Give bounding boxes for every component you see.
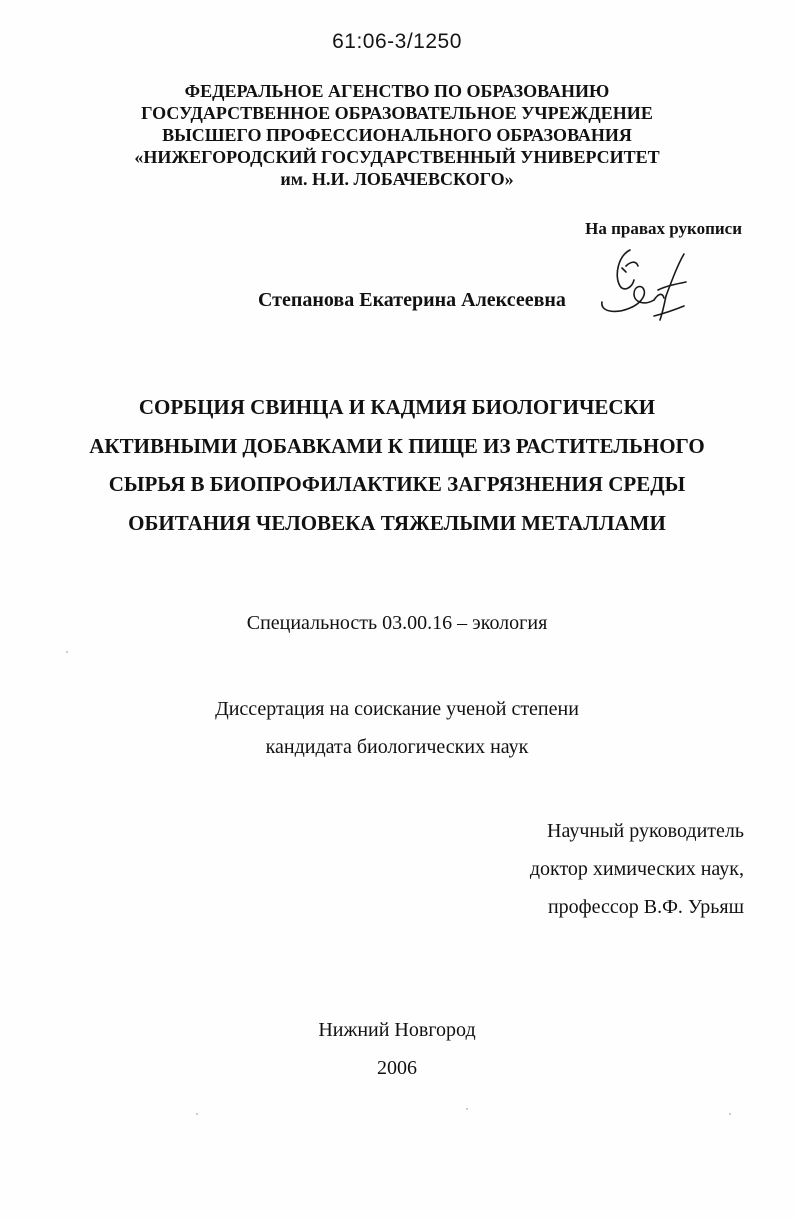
year: 2006 (377, 1057, 417, 1079)
scan-speck (729, 1113, 731, 1115)
scan-speck (66, 651, 68, 653)
title-line: СОРБЦИЯ СВИНЦА И КАДМИЯ БИОЛОГИЧЕСКИ (138, 395, 656, 419)
place-and-year (0, 1011, 794, 1087)
author-name: Степанова Екатерина Алексеевна (258, 289, 566, 311)
supervisor-line: доктор химических наук, (529, 858, 744, 880)
supervisor-line: Научный руководитель (547, 820, 744, 842)
organization-header (0, 80, 794, 190)
organization-line: «НИЖЕГОРОДСКИЙ ГОСУДАРСТВЕННЫЙ УНИВЕРСИТЕТ (134, 147, 660, 167)
handwritten-signature (596, 236, 706, 326)
scan-speck (466, 1108, 468, 1110)
supervisor-line: профессор В.Ф. Урьяш (547, 896, 744, 918)
dissertation-title (0, 388, 794, 542)
catalog-number: 61:06-3/1250 (332, 30, 462, 53)
organization-line: ГОСУДАРСТВЕННОЕ ОБРАЗОВАТЕЛЬНОЕ УЧРЕЖДЕНИЕ (141, 103, 653, 123)
degree-line: кандидата биологических наук (265, 736, 529, 758)
city: Нижний Новгород (318, 1019, 476, 1041)
organization-line: ФЕДЕРАЛЬНОЕ АГЕНСТВО ПО ОБРАЗОВАНИЮ (184, 81, 610, 101)
scientific-supervisor (530, 812, 744, 926)
specialty: Специальность 03.00.16 – экология (246, 612, 548, 634)
scan-speck (196, 1113, 198, 1115)
title-line: АКТИВНЫМИ ДОБАВКАМИ К ПИЩЕ ИЗ РАСТИТЕЛЬНОГО (89, 433, 705, 458)
organization-line: ВЫСШЕГО ПРОФЕССИОНАЛЬНОГО ОБРАЗОВАНИЯ (162, 125, 632, 145)
degree-statement (0, 690, 794, 766)
organization-line: им. Н.И. ЛОБАЧЕВСКОГО» (280, 169, 514, 189)
manuscript-rights-note: На правах рукописи (585, 219, 742, 238)
degree-line: Диссертация на соискание ученой степени (215, 698, 579, 720)
title-line: СЫРЬЯ В БИОПРОФИЛАКТИКЕ ЗАГРЯЗНЕНИЯ СРЕДЫ (108, 472, 686, 496)
title-line: ОБИТАНИЯ ЧЕЛОВЕКА ТЯЖЕЛЫМИ МЕТАЛЛАМИ (128, 510, 666, 535)
